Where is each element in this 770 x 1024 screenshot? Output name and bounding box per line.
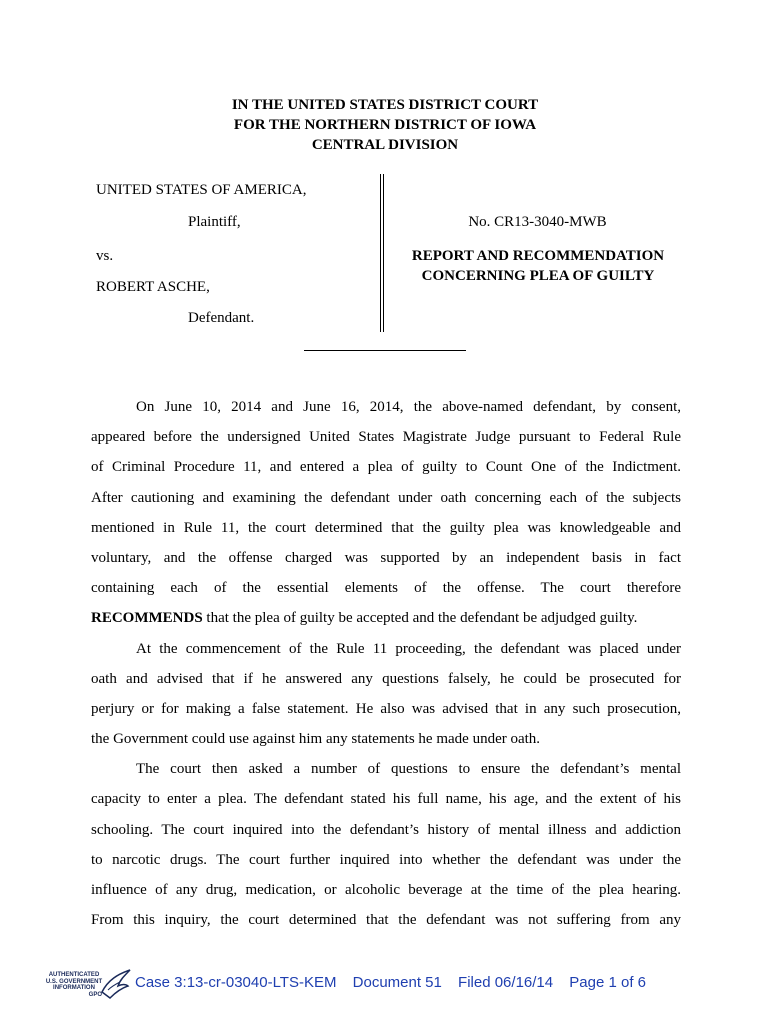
filing-footer — [40, 966, 740, 1006]
body-line: From this inquiry, the court determined that the defendant was not suffering from any — [91, 912, 681, 929]
body-line: of Criminal Procedure 11, and entered a plea of guilty to Count One of the Indictment. — [91, 459, 681, 476]
document-link[interactable]: Document 51 — [352, 974, 442, 991]
case-link[interactable]: Case 3:13-cr-03040-LTS-KEM — [135, 974, 337, 991]
body-line-recommends — [91, 603, 681, 633]
body-line: appeared before the undersigned United States Magistrate Judge pursuant to Federal Rule — [91, 429, 681, 446]
versus-label: vs. — [96, 248, 114, 264]
body-line: containing each of the essential elements of the offense. The court therefore — [91, 580, 681, 597]
body-line: On June 10, 2014 and June 16, 2014, the above-named defendant, by consent, — [136, 399, 681, 415]
recommends-text: that the plea of guilty be accepted and the defendant be adjudged guilty. — [202, 610, 638, 627]
body-line: influence of any drug, medication, or alcoholic beverage at the time of the plea hearing. — [91, 882, 681, 898]
body-line: After cautioning and examining the defendant under oath concerning each of the subjects — [91, 489, 681, 506]
gpo-logo-text: AUTHENTICATED U.S. GOVERNMENT INFORMATION GPO — [45, 972, 103, 998]
body-line: to narcotic drugs. The court further inquired into whether the defendant was under the — [91, 851, 681, 868]
body-line: schooling. The court inquired into the defendant’s history of mental illness and addiction — [91, 821, 681, 838]
document-title — [388, 246, 688, 286]
recommends-emphasis: RECOMMENDS — [91, 610, 203, 627]
court-heading-line1: IN THE UNITED STATES DISTRICT COURT — [231, 97, 539, 113]
defendant-party-name: ROBERT ASCHE, — [96, 279, 210, 295]
caption-divider — [380, 174, 384, 332]
body-line: perjury or for making a false statement. He also was advised that in any such prosecution, — [91, 700, 681, 717]
defendant-label: Defendant. — [188, 310, 255, 326]
court-heading — [0, 95, 770, 155]
page-indicator: Page 1 of 6 — [569, 974, 647, 991]
body-line: mentioned in Rule 11, the court determined that the guilty plea was knowledgeable and — [91, 519, 681, 536]
case-number: No. CR13-3040-MWB — [468, 214, 607, 230]
body-line: The court then asked a number of questions to ensure the defendant’s mental — [136, 761, 681, 778]
body-line: voluntary, and the offense charged was supported by an independent basis in fact — [91, 549, 681, 566]
gpo-authenticated-logo — [40, 966, 135, 1006]
body-line: oath and advised that if he answered any questions falsely, he could be prosecuted for — [91, 670, 681, 687]
filing-stamp — [135, 974, 658, 991]
body-line: At the commencement of the Rule 11 proceeding, the defendant was placed under — [136, 640, 681, 657]
caption-separator-line — [304, 350, 466, 351]
court-heading-line2: FOR THE NORTHERN DISTRICT OF IOWA — [233, 117, 537, 133]
document-title-line1: REPORT AND RECOMMENDATION — [411, 248, 665, 264]
court-heading-line3: CENTRAL DIVISION — [311, 137, 459, 153]
plaintiff-party-name: UNITED STATES OF AMERICA, — [96, 182, 307, 198]
body-line: capacity to enter a plea. The defendant stated his full name, his age, and the extent of his — [91, 791, 681, 808]
document-body — [91, 392, 681, 935]
body-line: the Government could use against him any statements he made under oath. — [91, 731, 541, 748]
filed-date: Filed 06/16/14 — [458, 974, 554, 991]
plaintiff-label: Plaintiff, — [188, 214, 241, 230]
document-title-line2: CONCERNING PLEA OF GUILTY — [421, 268, 655, 284]
eagle-icon — [98, 966, 134, 1002]
